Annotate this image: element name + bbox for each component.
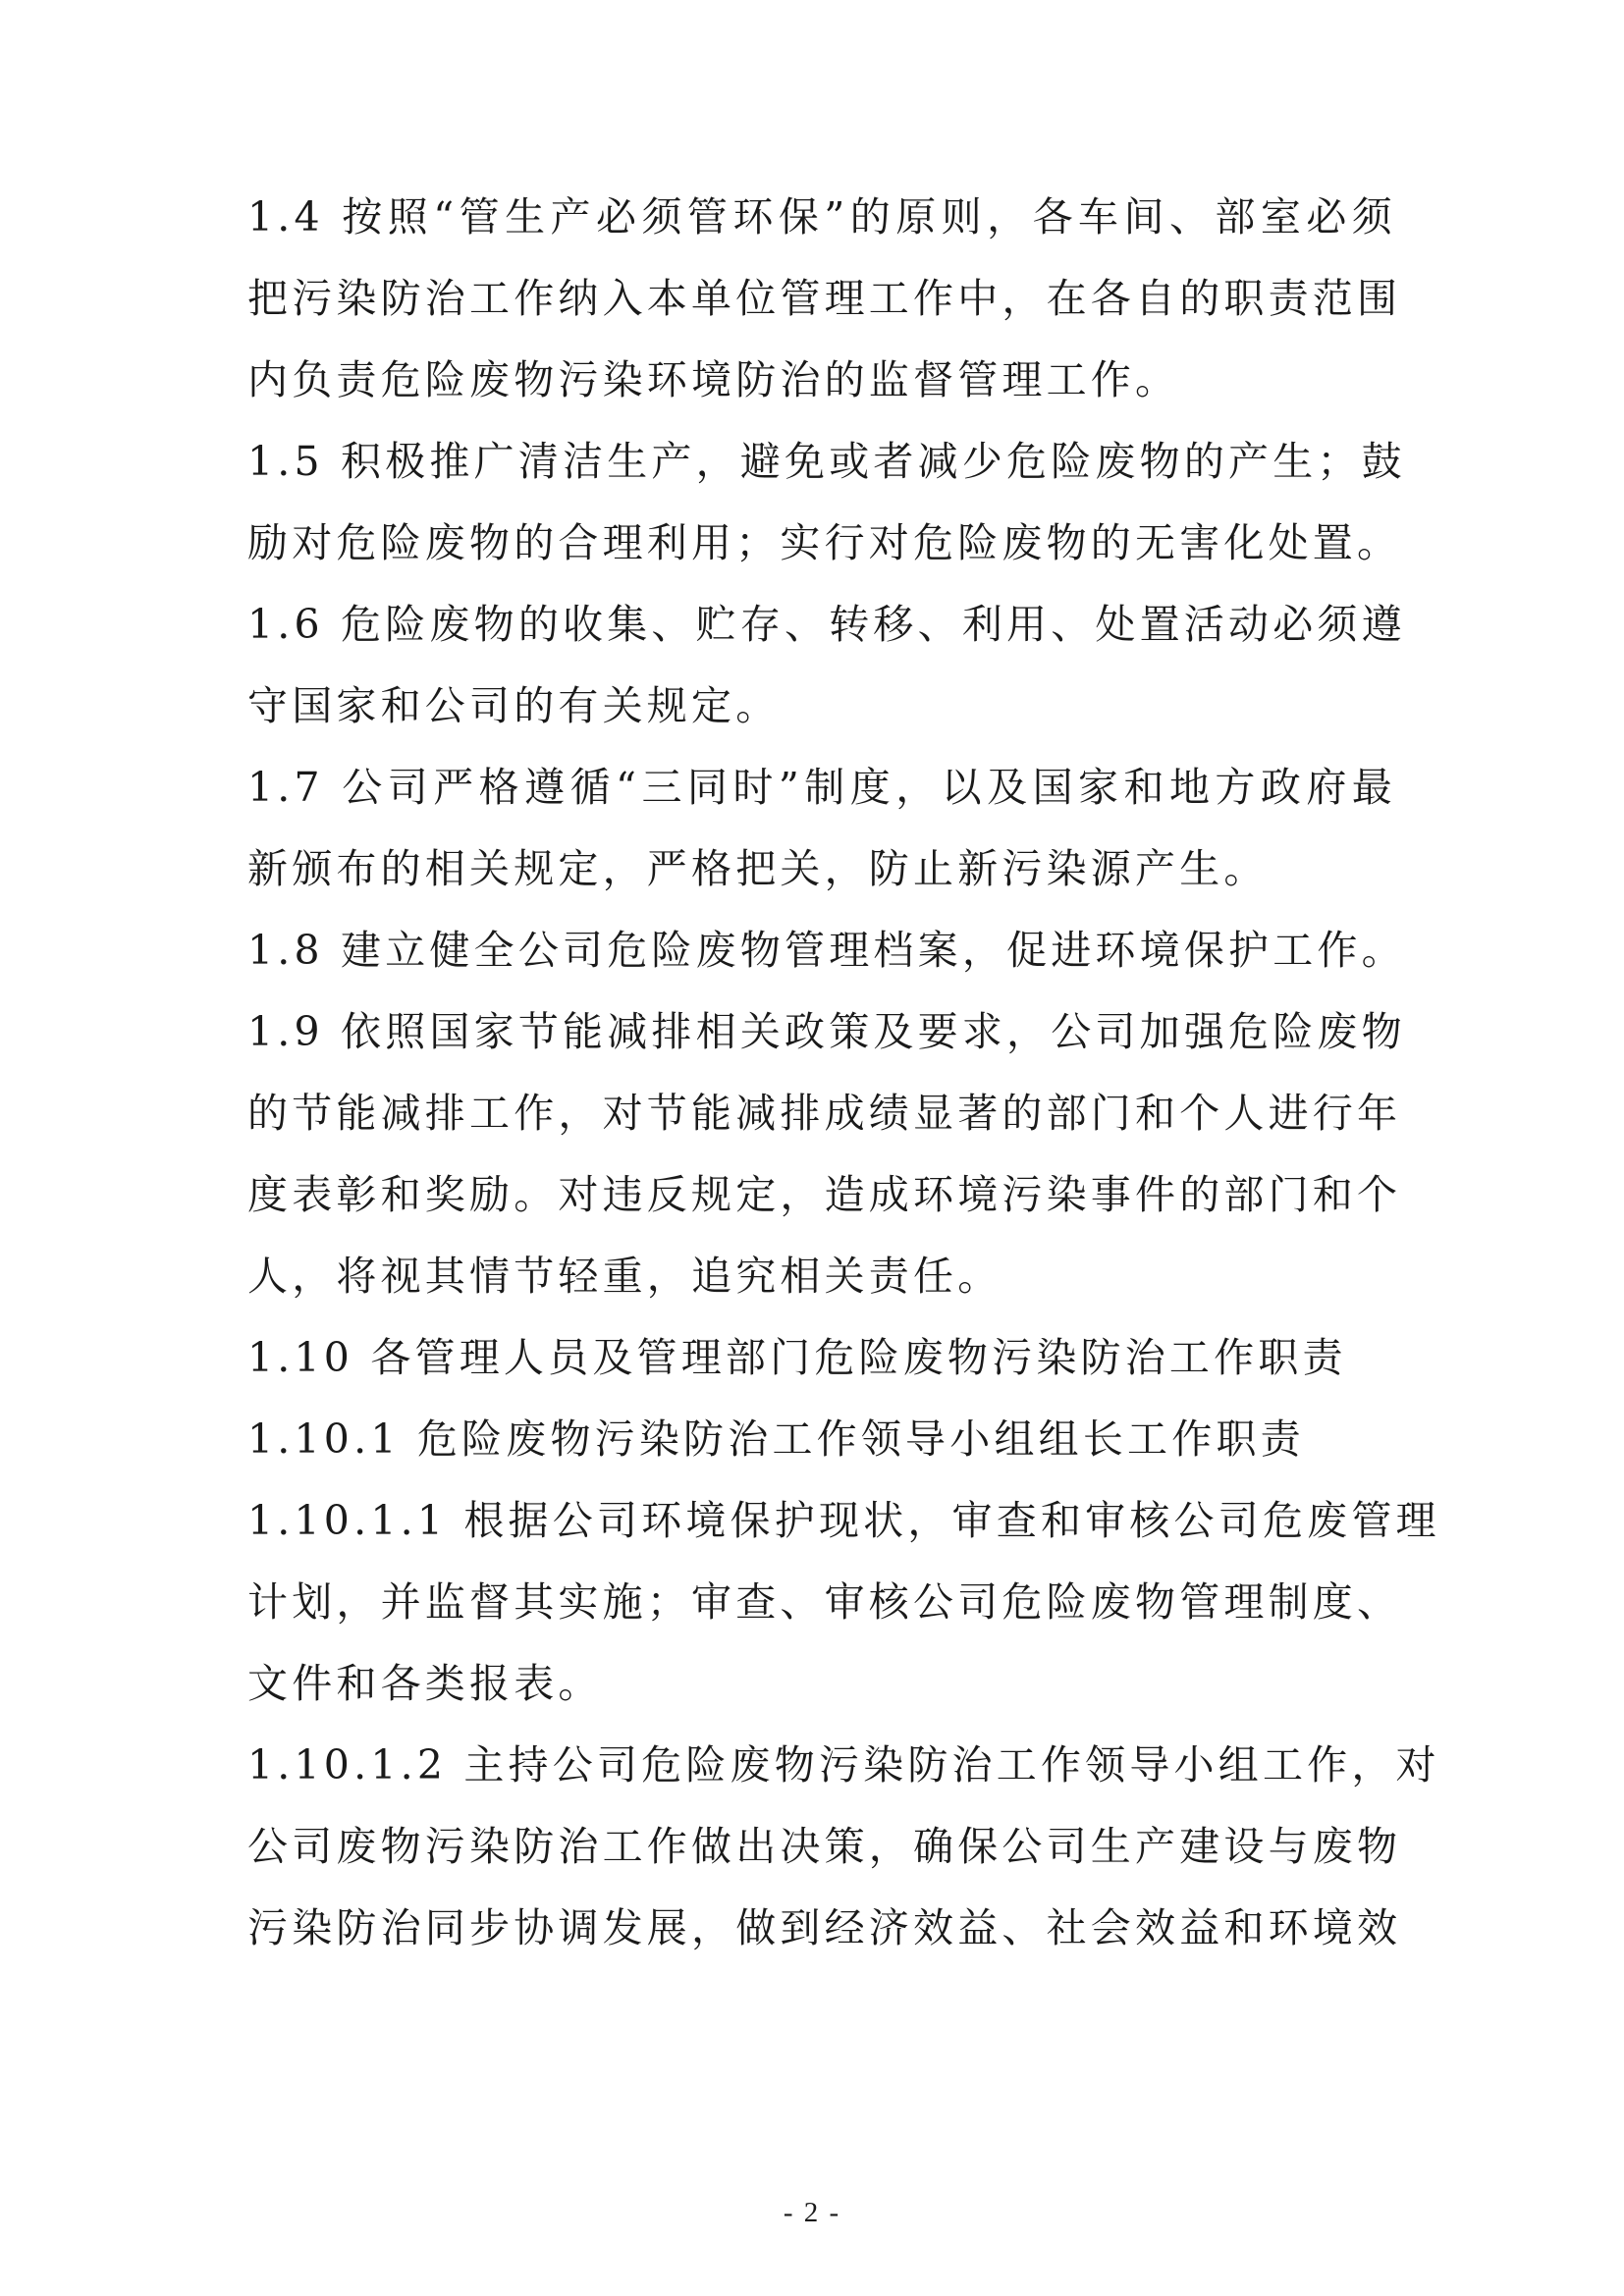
text-line: 励对危险废物的合理利用；实行对危险废物的无害化处置。 (247, 519, 1402, 566)
text-line: 1.7 公司严格遵循“三同时”制度，以及国家和地方政府最 (247, 764, 1396, 811)
text-line: 1.4 按照“管生产必须管环保”的原则，各车间、部室必须 (247, 193, 1396, 240)
text-line: 1.10.1.1 根据公司环境保护现状，审查和审核公司危废管理 (247, 1497, 1440, 1544)
text-line: 污染防治同步协调发展，做到经济效益、社会效益和环境效 (247, 1904, 1402, 1951)
text-line: 计划，并监督其实施；审查、审核公司危险废物管理制度、 (247, 1578, 1402, 1626)
text-line: 1.5 积极推广清洁生产，避免或者减少危险废物的产生；鼓 (247, 438, 1406, 485)
text-line: 人，将视其情节轻重，追究相关责任。 (247, 1253, 1002, 1300)
text-line: 内负责危险废物污染环境防治的监督管理工作。 (247, 356, 1180, 403)
text-line: 1.9 依照国家节能减排相关政策及要求，公司加强危险废物 (247, 1008, 1406, 1055)
text-line: 把污染防治工作纳入本单位管理工作中，在各自的职责范围 (247, 275, 1402, 322)
page-number: - 2 - (783, 2197, 841, 2228)
text-line: 1.10.1 危险废物污染防治工作领导小组组长工作职责 (247, 1415, 1305, 1463)
text-line: 新颁布的相关规定，严格把关，防止新污染源产生。 (247, 845, 1269, 892)
text-line: 度表彰和奖励。对违反规定，造成环境污染事件的部门和个 (247, 1171, 1402, 1218)
document-body (247, 177, 1440, 1969)
text-line: 1.8 建立健全公司危险废物管理档案，促进环境保护工作。 (247, 927, 1406, 974)
text-line: 的节能减排工作，对节能减排成绩显著的部门和个人进行年 (247, 1090, 1402, 1137)
text-line: 文件和各类报表。 (247, 1660, 603, 1707)
text-line: 守国家和公司的有关规定。 (247, 682, 781, 729)
text-line: 1.6 危险废物的收集、贮存、转移、利用、处置活动必须遵 (247, 601, 1406, 648)
text-line: 1.10.1.2 主持公司危险废物污染防治工作领导小组工作，对 (247, 1741, 1440, 1789)
text-line: 公司废物污染防治工作做出决策，确保公司生产建设与废物 (247, 1823, 1402, 1870)
text-line: 1.10 各管理人员及管理部门危险废物污染防治工作职责 (247, 1334, 1347, 1381)
